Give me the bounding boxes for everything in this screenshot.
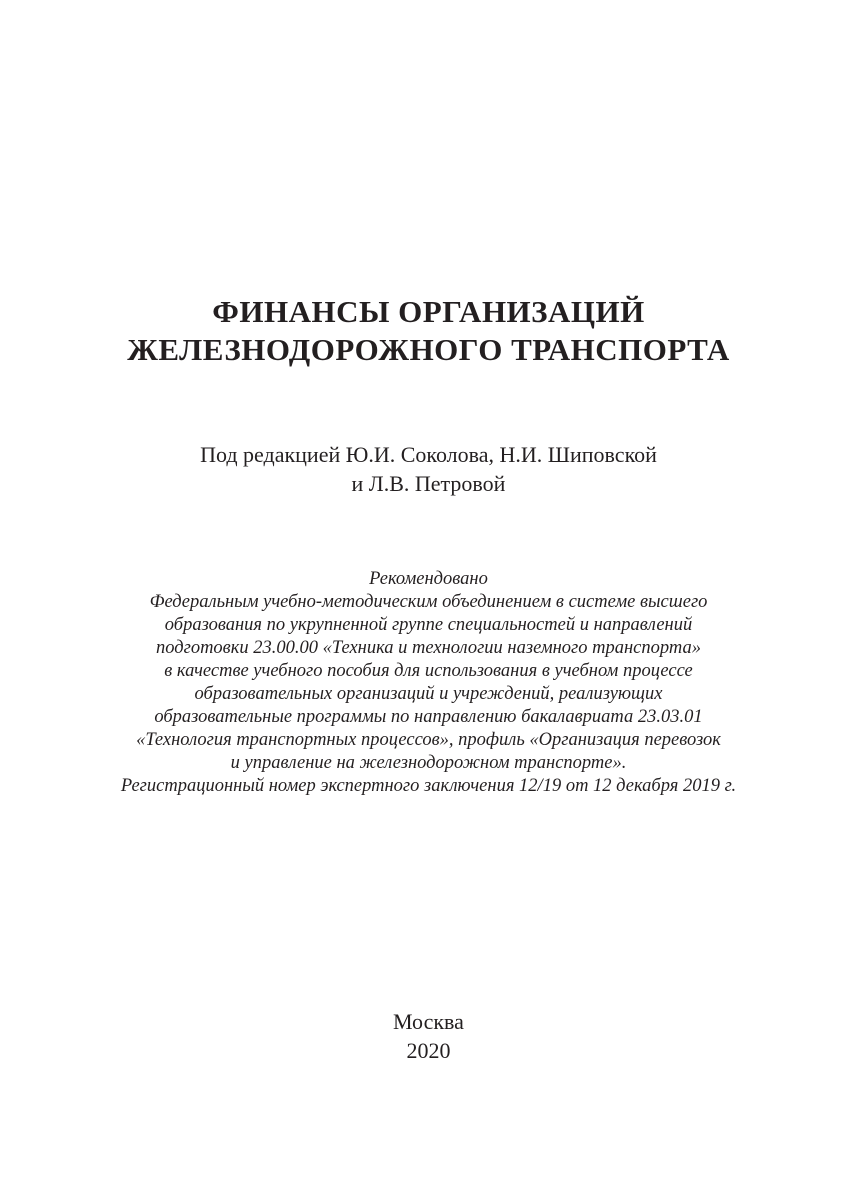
recommendation-line: образования по укрупненной группе специальностей и направлений xyxy=(164,615,693,635)
book-title-line: ФИНАНСЫ ОРГАНИЗАЦИЙ xyxy=(212,294,645,329)
recommendation-line: и управление на железнодорожном транспорте». xyxy=(230,753,627,773)
recommendation-line: подготовки 23.00.00 «Техника и технологии наземного транспорта» xyxy=(155,638,701,658)
recommendation-line: в качестве учебного пособия для использования в учебном процессе xyxy=(164,661,693,681)
editors-line: и Л.В. Петровой xyxy=(351,471,506,496)
recommendation-line: «Технология транспортных процессов», профиль «Организация перевозок xyxy=(136,730,721,750)
registration-line: Регистрационный номер экспертного заключения 12/19 от 12 декабря 2019 г. xyxy=(120,776,737,796)
recommendation-line: Федеральным учебно-методическим объединением в системе высшего xyxy=(149,592,708,612)
recommendation-line: образовательные программы по направлению бакалавриата 23.03.01 xyxy=(154,707,703,727)
imprint-city: Москва xyxy=(393,1009,464,1034)
recommendation-heading: Рекомендовано xyxy=(369,569,488,589)
imprint-year: 2020 xyxy=(406,1038,451,1063)
book-title-line: ЖЕЛЕЗНОДОРОЖНОГО ТРАНСПОРТА xyxy=(127,332,730,367)
recommendation-block xyxy=(0,568,857,798)
recommendation-line: образовательных организаций и учреждений, реализующих xyxy=(194,684,663,704)
imprint xyxy=(0,1007,857,1065)
book-title xyxy=(0,293,857,369)
editors-statement xyxy=(0,440,857,498)
editors-line: Под редакцией Ю.И. Соколова, Н.И. Шиповской xyxy=(200,442,657,467)
